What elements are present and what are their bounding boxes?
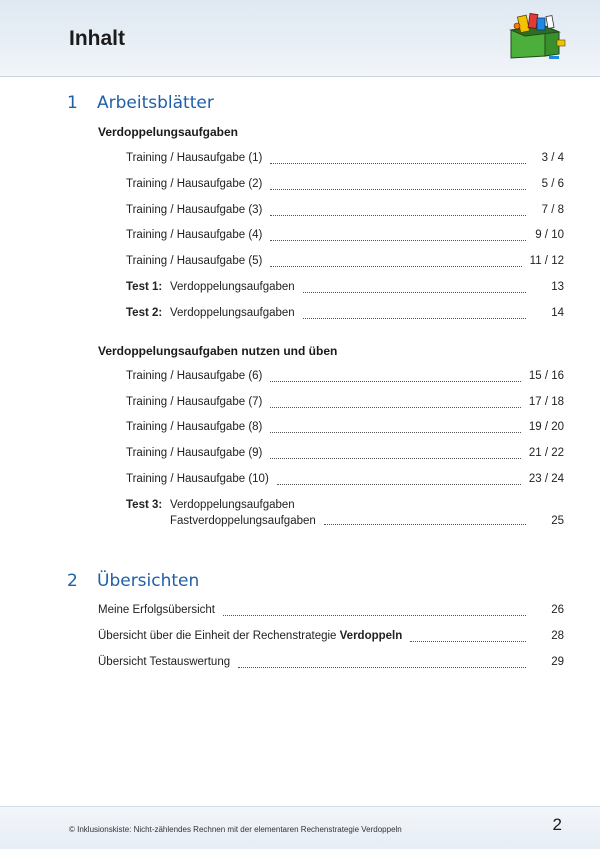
leader-dots <box>270 215 526 216</box>
toc-entry[interactable]: Übersicht über die Einheit der Rechenstrategie Verdoppeln 28 <box>98 630 564 642</box>
leader-dots <box>303 292 526 293</box>
page-ref: 9 / 10 <box>535 229 564 241</box>
page-ref: 28 <box>551 630 564 642</box>
toc-entry[interactable]: Training / Hausaufgabe (5) 11 / 12 <box>126 255 564 267</box>
leader-dots <box>270 266 521 267</box>
page-ref: 5 / 6 <box>541 178 564 190</box>
page-ref: 25 <box>551 515 564 527</box>
section-number: 1 <box>67 93 78 113</box>
toc-entry[interactable]: Meine Erfolgsübersicht 26 <box>98 604 564 616</box>
test-tag: Test 2: <box>126 307 163 319</box>
page-ref: 13 <box>551 281 564 293</box>
page-title: Inhalt <box>69 27 125 50</box>
group-title-verdoppelung: Verdoppelungsaufgaben <box>98 125 239 139</box>
leader-dots <box>270 432 520 433</box>
section-title: Arbeitsblätter <box>97 93 214 113</box>
page-ref: 21 / 22 <box>528 447 564 459</box>
toc-entry[interactable]: Training / Hausaufgabe (10) 23 / 24 <box>126 473 564 485</box>
copyright-text: © Inklusionskiste: Nicht-zählendes Rechnen mit der elementaren Rechenstrategie Verdoppeln <box>69 825 402 834</box>
page-ref: 19 / 20 <box>528 421 564 433</box>
page-ref: 23 / 24 <box>528 473 564 485</box>
page-ref: 11 / 12 <box>529 255 564 267</box>
toc-entry[interactable]: Training / Hausaufgabe (4) 9 / 10 <box>126 229 564 241</box>
test-tag: Test 1: <box>126 281 163 293</box>
toc-entry[interactable]: Training / Hausaufgabe (8) 19 / 20 <box>126 421 564 433</box>
leader-dots <box>410 641 526 642</box>
leader-dots <box>270 381 520 382</box>
toc-entry[interactable]: Training / Hausaufgabe (3) 7 / 8 <box>126 204 564 216</box>
leader-dots <box>270 189 526 190</box>
leader-dots <box>238 667 526 668</box>
bold-term: Verdoppeln <box>339 630 403 642</box>
section-number: 2 <box>67 571 78 591</box>
page-ref: 26 <box>551 604 564 616</box>
leader-dots <box>324 524 526 525</box>
group-title-nutzen: Verdoppelungsaufgaben nutzen und üben <box>98 344 338 358</box>
toc-entry[interactable]: Training / Hausaufgabe (9) 21 / 22 <box>126 447 564 459</box>
page-header <box>0 0 600 77</box>
leader-dots <box>270 407 520 408</box>
section-title: Übersichten <box>97 571 200 591</box>
test-tag: Test 3: <box>126 499 163 511</box>
page-ref: 14 <box>551 307 564 319</box>
page-number: 2 <box>552 815 562 834</box>
toc-entry[interactable]: Training / Hausaufgabe (6) 15 / 16 <box>126 370 564 382</box>
page-ref: 29 <box>551 656 564 668</box>
leader-dots <box>277 484 521 485</box>
section-heading-1 <box>67 93 214 113</box>
toc-entry[interactable]: Übersicht Testauswertung 29 <box>98 656 564 668</box>
toc-entry[interactable]: Training / Hausaufgabe (1) 3 / 4 <box>126 152 564 164</box>
toc-entry[interactable]: Training / Hausaufgabe (2) 5 / 6 <box>126 178 564 190</box>
page-ref: 15 / 16 <box>528 370 564 382</box>
leader-dots <box>270 163 526 164</box>
toc-entry[interactable]: Training / Hausaufgabe (7) 17 / 18 <box>126 396 564 408</box>
leader-dots <box>270 240 526 241</box>
page-footer <box>0 806 600 849</box>
leader-dots <box>223 615 526 616</box>
leader-dots <box>303 318 526 319</box>
toc-entry-test[interactable]: Test 1: Verdoppelungsaufgaben 13 <box>126 281 564 293</box>
page-ref: 7 / 8 <box>541 204 564 216</box>
toy-box-icon <box>505 12 567 62</box>
section-heading-2 <box>67 571 199 591</box>
leader-dots <box>270 458 520 459</box>
toc-entry-test[interactable]: Test 2: Verdoppelungsaufgaben 14 <box>126 307 564 319</box>
toc-entry-test-3[interactable]: Test 3: Verdoppelungsaufgaben Fastverdoppelungsaufgaben 25 <box>126 499 564 527</box>
page-ref: 17 / 18 <box>528 396 564 408</box>
page-ref: 3 / 4 <box>541 152 564 164</box>
